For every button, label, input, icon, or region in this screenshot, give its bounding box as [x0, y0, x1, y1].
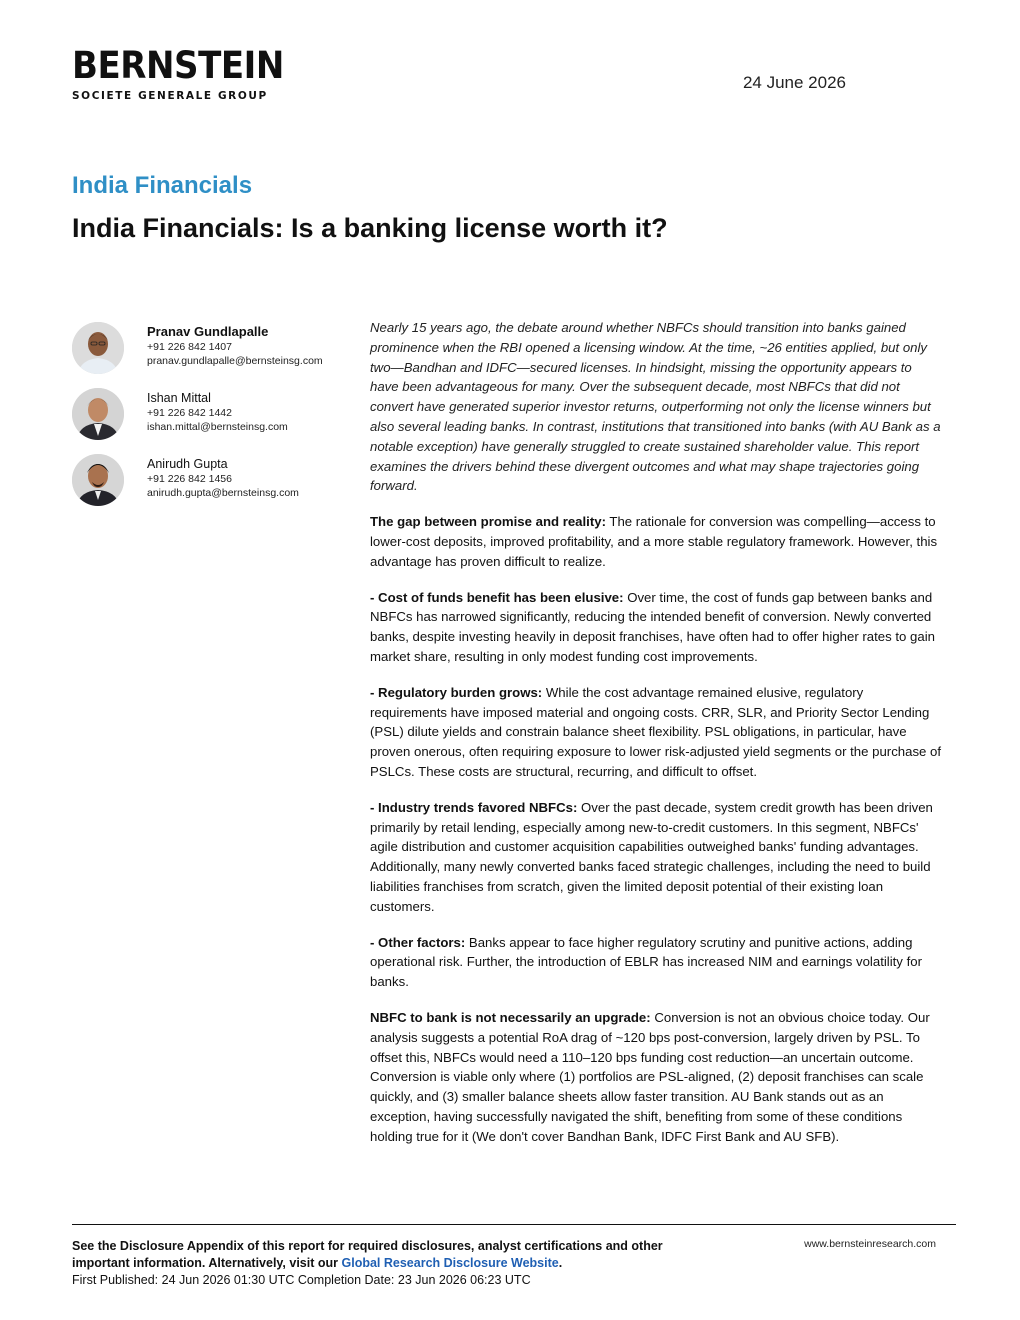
- paragraph-text: Over time, the cost of funds gap between banks and NBFCs has narrowed significantly, reducing the intended benefit of conversion. Newly converted banks, despite investing heavily in deposit franchises, have often had to offer higher rates to gain market share, resulting in only modest funding cost improvements.: [370, 589, 935, 664]
- disclosure-line-1: See the Disclosure Appendix of this report for required disclosures, analyst certifications and other: [72, 1239, 663, 1253]
- publish-date: 24 June 2026: [742, 73, 846, 92]
- body-paragraph: [370, 1008, 942, 1147]
- author-name: Anirudh Gupta: [147, 457, 228, 471]
- author-phone: +91 226 842 1407: [147, 341, 232, 353]
- paragraph-lead: - Industry trends favored NBFCs:: [370, 799, 578, 815]
- author-card: [72, 322, 352, 388]
- avatar: [72, 322, 124, 374]
- bernstein-logo: [72, 46, 312, 103]
- paragraph-lead: NBFC to bank is not necessarily an upgrade:: [370, 1009, 651, 1025]
- author-phone: +91 226 842 1456: [147, 473, 232, 485]
- paragraph-text: Banks appear to face higher regulatory scrutiny and punitive actions, adding operational risk. Further, the introduction of EBLR has increased NIM and earnings volatility for banks.: [370, 934, 922, 990]
- paragraph-text: Over the past decade, system credit growth has been driven primarily by retail lending, especially among new-to-credit customers. In this segment, NBFCs' agile distribution and customer acquisition capabilities outweighed banks' funding advantages. Additionally, many newly converted banks faced strategic challenges, including the need to build liabilities franchises from scratch, given the limited deposit potential of their existing loan customers.: [370, 799, 933, 914]
- author-email[interactable]: pranav.gundlapalle@bernsteinsg.com: [147, 355, 323, 367]
- avatar: [72, 388, 124, 440]
- body-paragraph: [370, 798, 942, 917]
- footer-divider: [72, 1224, 956, 1225]
- body-paragraph: [370, 683, 942, 782]
- paragraph-text: Conversion is not an obvious choice today. Our analysis suggests a potential RoA drag of ~120 bps post-conversion, largely driven by PSL. To offset this, NBFCs would need a 110–120 bps funding cost reduction—an uncertain outcome. Conversion is viable only where (1) portfolios are PSL-aligned, (2) deposit franchises can scale quickly, and (3) smaller balance sheets allow faster transition. AU Bank stands out as an exception, having successfully navigated the shift, benefiting from some of these conditions holding true for it (We don't cover Bandhan Bank, IDFC First Bank and AU SFB).: [370, 1009, 930, 1144]
- paragraph-lead: The gap between promise and reality:: [370, 514, 606, 530]
- paragraph-text: The rationale for conversion was compelling—access to lower-cost deposits, improved profitability, and a more stable regulatory framework. However, this advantage has proven difficult to realize.: [370, 514, 938, 569]
- author-list: [72, 322, 352, 520]
- author-email[interactable]: ishan.mittal@bernsteinsg.com: [147, 421, 288, 433]
- website-url[interactable]: www.bernsteinresearch.com: [804, 1238, 936, 1250]
- author-name: Ishan Mittal: [147, 391, 211, 405]
- disclosure-footer: See the Disclosure Appendix of this report for required disclosures, analyst certifications and other important information. Alternatively, visit our Global Research Disclosure Website. First Published: 24 Jun 2026 01:30 UTC Completion Date: 23 Jun 2026 06:23 UTC: [72, 1238, 772, 1289]
- intro-summary: Nearly 15 years ago, the debate around whether NBFCs should transition into banks gained prominence when the RBI opened a licensing window. At the time, ~26 entities applied, but only two—Bandhan and IDFC—secured licenses. In hindsight, missing the opportunity appears to have been advantageous for many. Over the subsequent decade, most NBFCs that did not convert have generated superior investor returns, outperforming not only the license winners but also several leading banks. In contrast, institutions that transitioned into banks (with AU Bank as a notable exception) have generally struggled to create sustained shareholder value. This report examines the drivers behind these divergent outcomes and what may shape trajectories going forward.: [370, 320, 941, 494]
- author-email[interactable]: anirudh.gupta@bernsteinsg.com: [147, 487, 299, 499]
- author-card: [72, 454, 352, 520]
- publication-dates: First Published: 24 Jun 2026 01:30 UTC Completion Date: 23 Jun 2026 06:23 UTC: [72, 1273, 531, 1287]
- paragraph-lead: - Regulatory burden grows:: [370, 684, 543, 700]
- paragraph-text: While the cost advantage remained elusive, regulatory requirements have imposed material and ongoing costs. CRR, SLR, and Priority Sector Lending (PSL) dilute yields and constrain balance sheet flexibility. PSL obligations, in particular, have proven onerous, often requiring exposure to lower risk-adjusted yield segments or the purchase of PSLCs. These costs are structural, recurring, and difficult to offset.: [370, 684, 942, 779]
- body-paragraph: [370, 588, 942, 667]
- author-phone: +91 226 842 1442: [147, 407, 232, 419]
- disclosure-line-2: important information. Alternatively, visit our: [72, 1256, 339, 1270]
- page-title: India Financials: Is a banking license worth it?: [72, 213, 668, 243]
- body-paragraph: [370, 933, 942, 992]
- logo-wordmark: BERNSTEIN: [72, 44, 284, 87]
- report-body: [370, 318, 942, 1162]
- disclosure-website-link[interactable]: Global Research Disclosure Website: [341, 1256, 559, 1270]
- section-heading: India Financials: [72, 172, 253, 199]
- paragraph-lead: - Cost of funds benefit has been elusive:: [370, 589, 624, 605]
- logo-tagline: SOCIETE GENERALE GROUP: [72, 90, 268, 102]
- paragraph-lead: - Other factors:: [370, 934, 466, 950]
- body-paragraph: [370, 512, 942, 571]
- avatar: [72, 454, 124, 506]
- author-card: [72, 388, 352, 454]
- author-name: Pranav Gundlapalle: [147, 324, 269, 339]
